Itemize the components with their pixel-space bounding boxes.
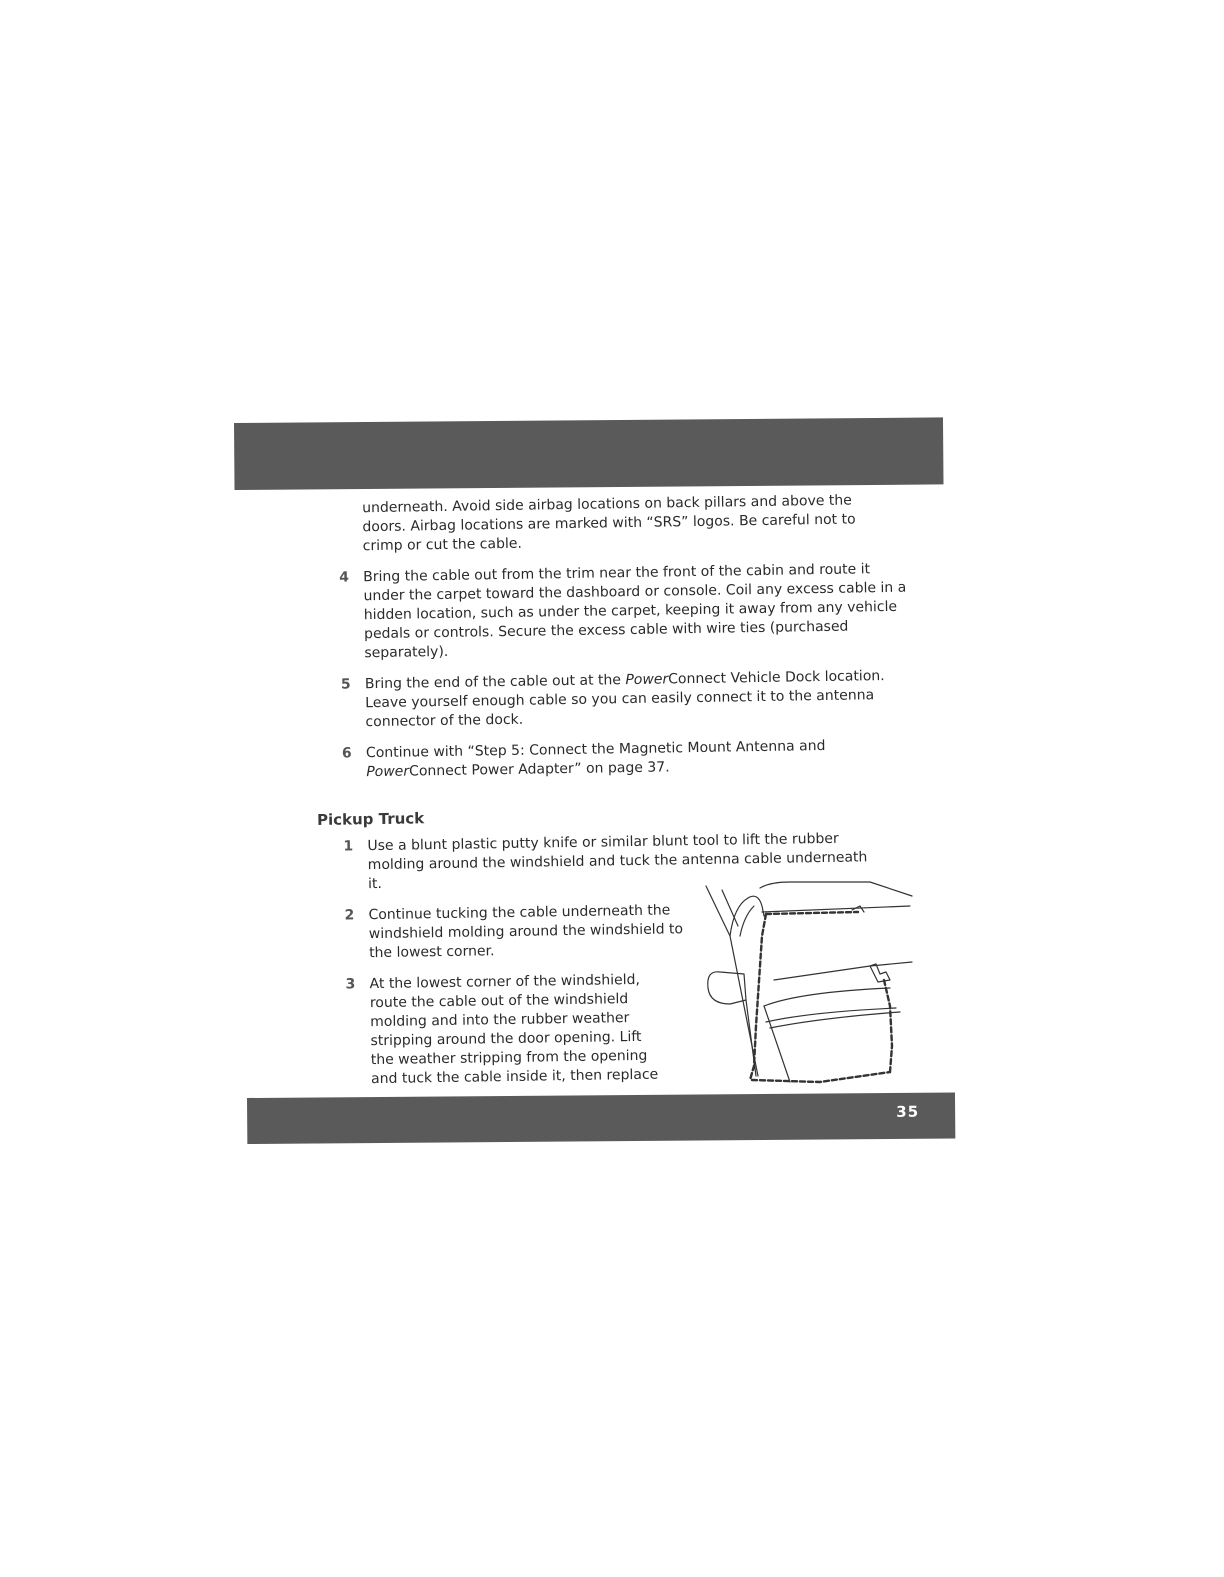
- cable-path-bottom: [752, 1072, 890, 1082]
- step-6: [316, 736, 917, 783]
- footer-bar: [247, 1092, 955, 1144]
- step-4: [313, 560, 914, 664]
- continuation-paragraph: underneath. Avoid side airbag locations on back pillars and above the doors. Airbag locations are marked with “SRS” logos. Be careful not to crimp or cut the cable.: [362, 492, 856, 555]
- step-text: Use a blunt plastic putty knife or similar blunt tool to lift the rubber molding around the windshield and tuck the antenna cable underneath it.: [367, 830, 868, 893]
- a-pillar-outer: [706, 886, 758, 1076]
- step-number: 5: [340, 676, 351, 693]
- step-number: 4: [339, 569, 350, 586]
- step-number: 1: [343, 838, 354, 855]
- section-title: Pickup Truck: [316, 809, 425, 829]
- step-5: [315, 667, 916, 733]
- truck-roof-line: [760, 882, 912, 896]
- cable-clip: [870, 964, 890, 982]
- hood-line: [774, 962, 912, 980]
- step-number: 2: [344, 907, 355, 924]
- step-number: 3: [345, 976, 356, 993]
- step-text: Continue with “Step 5: Connect the Magnetic Mount Antenna and PowerConnect Power Adapter” on page 37.: [365, 737, 826, 781]
- page-number: 35: [896, 1102, 920, 1121]
- truck-roof-edge: [762, 906, 910, 912]
- step-number: 6: [341, 745, 352, 762]
- cable-path-pillar: [750, 914, 766, 1080]
- cable-path-top: [766, 912, 858, 914]
- pickup-truck-windshield-illustration: [700, 876, 920, 1088]
- step-text: At the lowest corner of the windshield, route the cable out of the windshield molding and into the rubber weather stripping around the door opening. Lift the weather stripping from the opening and tuck the cable inside it, then replace: [369, 971, 659, 1088]
- cable-path-right: [884, 980, 892, 1072]
- step-text: Bring the cable out from the trim near the front of the cabin and route it under the carpet toward the dashboard or console. Coil any excess cable in a hidden location, such as under the carpet, keeping it away from any vehicle pedals or controls. Secure the excess cable with wire ties (purchased separately).: [363, 561, 907, 662]
- header-bar: [234, 417, 944, 490]
- step-text: Bring the end of the cable out at the PowerConnect Vehicle Dock location. Leave yourself enough cable so you can easily connect it to the antenna connector of the dock.: [364, 668, 885, 731]
- step-text: Continue tucking the cable underneath the windshield molding around the windshield to the lowest corner.: [368, 902, 684, 962]
